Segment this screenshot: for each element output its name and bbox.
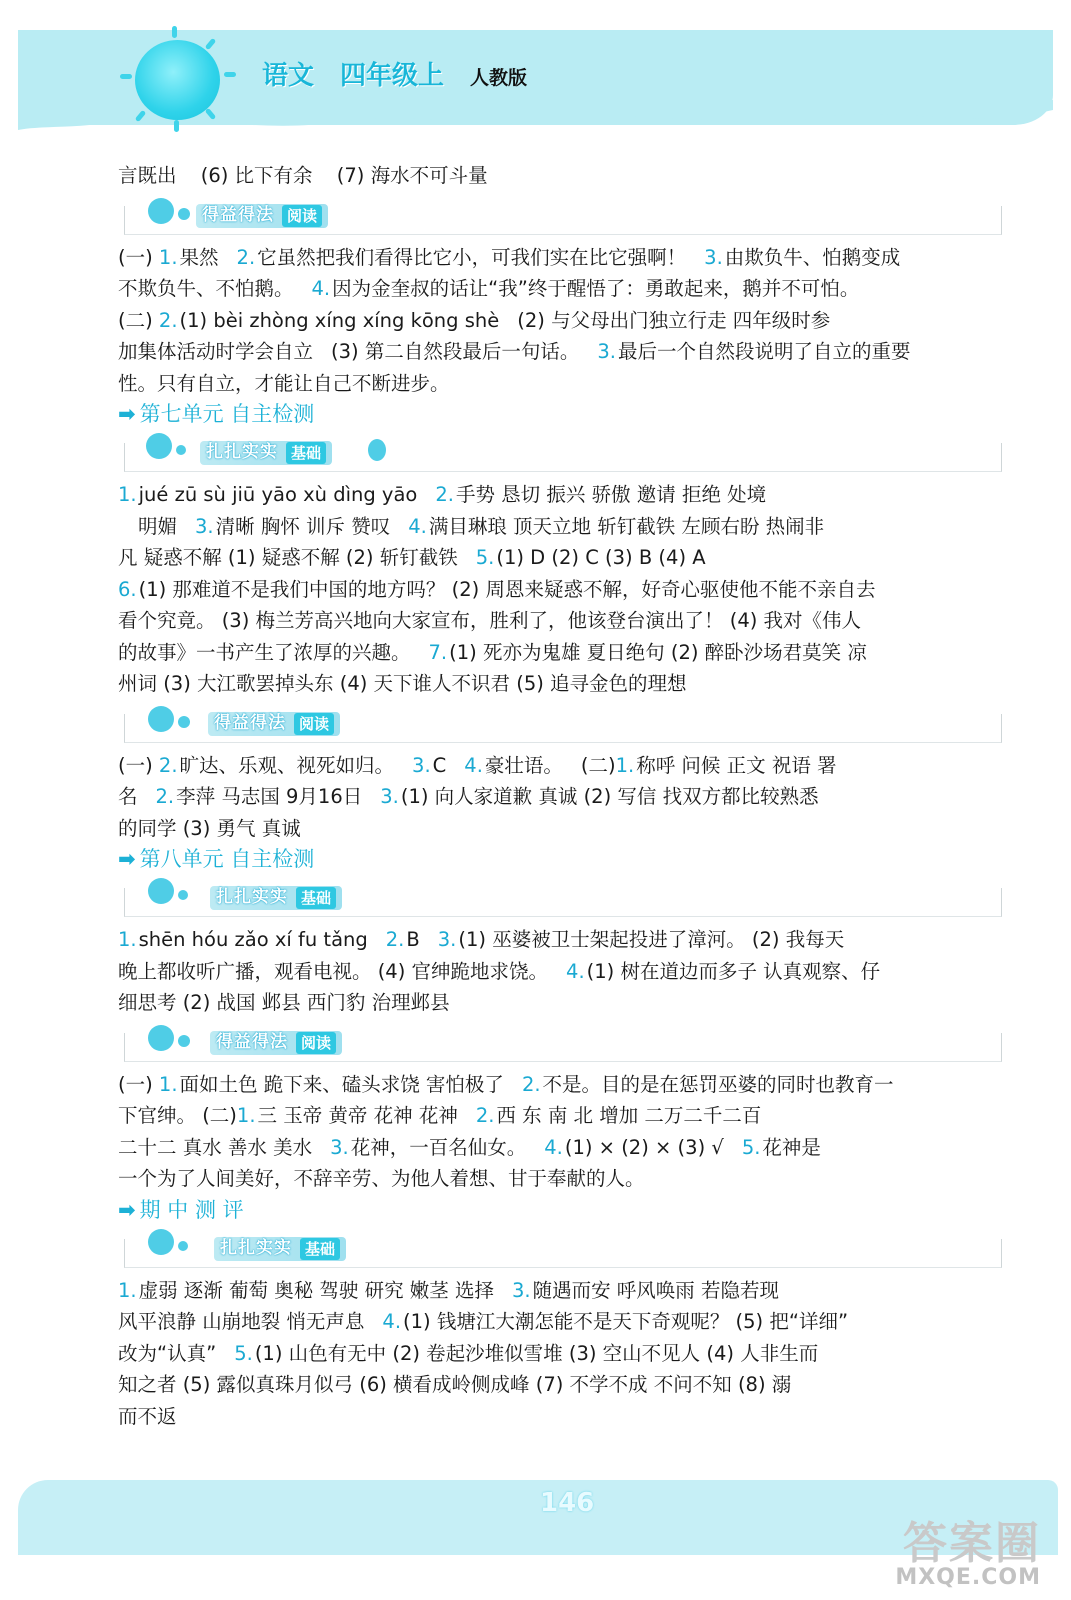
subject-label: 语文	[262, 61, 315, 91]
answer-text: 西 东 南 北 增加 二万二千二百	[496, 1104, 762, 1127]
answer-text: 改为“认真”	[118, 1341, 217, 1365]
watermark-logo	[851, 1507, 1041, 1592]
question-number: 3.	[380, 785, 399, 808]
badge-basic	[118, 876, 998, 920]
badge-tag: 基础	[300, 1238, 340, 1260]
answer-text: (1) bèi zhòng xíng xíng kōng shè	[179, 308, 500, 332]
answer-text: 手势 恳切 振兴 骄傲 邀请 拒绝 处境	[455, 483, 767, 506]
page-number: 146	[540, 1488, 595, 1518]
answer-text: (2) 与父母出门独立行走 四年级时参	[517, 308, 831, 332]
answer-text: C	[432, 753, 447, 777]
badge-basic	[118, 1227, 998, 1271]
question-number: 4.	[408, 514, 427, 538]
answer-text: 豪壮语。	[484, 753, 563, 777]
question-number: 1.	[118, 1278, 137, 1302]
answer-text: (1) 那难道不是我们中国的地方吗？ (2) 周恩来疑惑不解，好奇心驱使他不能不亲自去	[138, 577, 876, 601]
answer-text: 下官绅。 (二)	[118, 1104, 237, 1127]
answer-text: (1) 山色有无中 (2) 卷起沙堆似雪堆 (3) 空山不见人 (4) 人非生而	[254, 1341, 819, 1365]
badge-tag: 基础	[296, 887, 336, 909]
question-number: 2.	[236, 245, 256, 269]
answer-text: (1) D (2) C (3) B (4) A	[496, 546, 706, 569]
answer-text: (二)	[580, 753, 616, 777]
question-number: 1.	[615, 753, 635, 777]
answer-text: 的故事》一书产生了浓厚的兴趣。	[118, 640, 411, 664]
section-title: 第八单元 自主检测	[139, 847, 315, 871]
answer-text: 清晰 胸怀 训斥 赞叹	[215, 514, 391, 538]
question-number: 1.	[158, 1072, 178, 1096]
answer-text: (1) 死亦为鬼雄 夏日绝句 (2) 醉卧沙场君莫笑 凉	[449, 640, 867, 664]
question-number: 4.	[566, 959, 585, 983]
badge-title: 扎扎实实	[206, 442, 278, 463]
section-heading-unit8: ➡ 第八单元 自主检测	[118, 847, 315, 871]
answer-text: 不欺负牛、不怕鹅。	[118, 277, 294, 300]
badge-title: 扎扎实实	[220, 1237, 292, 1258]
answer-text: 李萍 马志国 9月16日	[176, 785, 363, 808]
answer-text: (一)	[118, 1072, 159, 1096]
answer-text: 旷达、乐观、视死如归。	[179, 753, 395, 777]
answer-line	[118, 305, 998, 337]
badge-title: 得益得法	[214, 712, 286, 733]
section-title: 第七单元 自主检测	[139, 402, 315, 426]
question-number: 2.	[475, 1104, 495, 1127]
answer-line	[118, 1338, 998, 1370]
sun-ray	[224, 72, 236, 77]
answer-line	[118, 637, 998, 669]
answer-text: 名	[118, 785, 138, 808]
answer-text: 而不返	[118, 1404, 177, 1428]
answer-text: 三 玉帝 黄帝 花神 花神	[257, 1104, 458, 1127]
answer-text: (1) 树在道边而多子 认真观察、仔	[586, 959, 881, 983]
question-number: 2.	[158, 308, 178, 332]
question-number: 1.	[118, 483, 137, 506]
question-number: 4.	[311, 277, 331, 300]
answer-line	[118, 511, 998, 543]
answer-text: 二十二 真水 善水 美水	[118, 1135, 313, 1159]
question-number: 5.	[741, 1135, 761, 1159]
question-number: 3.	[512, 1278, 531, 1302]
answer-line	[118, 1275, 998, 1307]
answer-text: (一)	[118, 245, 159, 269]
answer-text: jué zū sù jiū yāo xù dìng yāo	[138, 483, 418, 506]
question-number: 4.	[464, 753, 483, 777]
answer-line	[118, 336, 998, 368]
answer-text: (1) 钱塘江大潮怎能不是天下奇观呢？ (5) 把“详细”	[403, 1310, 849, 1333]
answer-text: 它虽然把我们看得比它小，可我们实在比它强啊！	[257, 245, 687, 269]
answer-text: 性。只有自立，才能让自己不断进步。	[118, 371, 450, 395]
answer-text: 州词 (3) 大江歌罢掉头东 (4) 天下谁人不识君 (5) 追寻金色的理想	[118, 672, 687, 695]
question-number: 2.	[385, 928, 405, 951]
answer-text: 晚上都收听广播，观看电视。 (4) 官绅跪地求饶。	[118, 959, 549, 983]
badge-tag: 阅读	[282, 205, 322, 227]
badge-tag: 基础	[286, 442, 326, 464]
answer-line	[118, 479, 998, 511]
section-heading-midterm: ➡ 期 中 测 评	[118, 1197, 244, 1222]
question-number: 2.	[435, 483, 454, 506]
answer-line	[118, 750, 998, 782]
answer-text: 满目琳琅 顶天立地 斩钉截铁 左顾右盼 热闹非	[428, 514, 825, 538]
badge-title: 得益得法	[202, 204, 274, 225]
question-number: 1.	[158, 245, 178, 269]
question-number: 3.	[597, 340, 616, 363]
question-number: 3.	[704, 245, 723, 269]
answer-line	[118, 924, 998, 956]
answer-line	[118, 668, 998, 700]
watermark-url: MXQE.COM	[895, 1565, 1041, 1590]
question-number: 3.	[437, 928, 457, 951]
sun-ray	[172, 26, 177, 38]
answer-line	[118, 273, 998, 305]
answer-text: 明媚	[138, 514, 178, 538]
answer-line	[118, 605, 998, 637]
answer-text: 果然	[179, 245, 219, 269]
answer-line	[118, 1401, 998, 1433]
answer-text: 加集体活动时学会自立	[118, 340, 314, 363]
question-number: 4.	[382, 1310, 402, 1333]
answer-text: 随遇而安 呼风唤雨 若隐若现	[532, 1278, 780, 1302]
badge-basic	[118, 431, 998, 475]
section-heading-unit7: ➡ 第七单元 自主检测	[118, 402, 315, 426]
answer-line	[118, 1132, 998, 1164]
section-title: 期 中 测 评	[139, 1197, 244, 1222]
answer-line	[118, 1369, 998, 1401]
question-number: 5.	[234, 1341, 253, 1365]
answer-text: 由欺负牛、怕鹅变成	[724, 245, 901, 269]
answer-line	[118, 1306, 998, 1338]
answer-text: 称呼 问候 正文 祝语 署	[636, 753, 837, 777]
question-number: 3.	[412, 753, 431, 777]
answer-text: 不是。目的是在惩罚巫婆的同时也教育一	[542, 1072, 894, 1096]
question-number: 7.	[428, 640, 448, 664]
answer-text: 风平浪静 山崩地裂 悄无声息	[118, 1310, 365, 1333]
badge-title: 得益得法	[216, 1031, 288, 1052]
question-number: 5.	[475, 546, 495, 569]
answer-line	[118, 813, 998, 845]
answer-text: 花神是	[762, 1135, 821, 1159]
answer-text: (1) 巫婆被卫士架起投进了漳河。 (2) 我每天	[458, 928, 845, 951]
answer-text: 知之者 (5) 露似真珠月似弓 (6) 横看成岭侧成峰 (7) 不学不成 不问不知 (8) 溺	[118, 1373, 792, 1396]
answer-line	[118, 242, 998, 274]
question-number: 3.	[195, 514, 214, 538]
sun-ray	[174, 120, 179, 132]
badge-tag: 阅读	[296, 1032, 336, 1054]
answer-line	[118, 781, 998, 813]
answer-text: (6) 比下有余	[200, 164, 313, 187]
answer-line	[118, 1100, 998, 1132]
question-number: 4.	[544, 1135, 563, 1159]
badge-tag: 阅读	[294, 713, 334, 735]
question-number: 6.	[118, 577, 137, 601]
answer-text: 细思考 (2) 战国 邺县 西门豹 治理邺县	[118, 991, 450, 1014]
badge-reading	[118, 194, 998, 238]
question-number: 2.	[521, 1072, 541, 1096]
grade-label: 四年级上	[340, 61, 445, 91]
edition-label: 人教版	[470, 67, 528, 89]
sun-ray	[120, 74, 132, 79]
answer-text: (3) 第二自然段最后一句话。	[331, 340, 580, 363]
answer-text: 面如土色 跪下来、磕头求饶 害怕极了	[179, 1072, 504, 1096]
answer-line	[118, 1069, 998, 1101]
answer-text: (7) 海水不可斗量	[336, 164, 488, 187]
answer-text: 言既出	[118, 164, 177, 187]
answer-text: B	[406, 928, 420, 951]
answer-line	[118, 368, 998, 400]
question-number: 2.	[155, 785, 175, 808]
answer-text: 因为金奎叔的话让“我”终于醒悟了：勇敢起来，鹅并不可怕。	[332, 277, 860, 300]
question-number: 1.	[236, 1104, 256, 1127]
answer-text: 最后一个自然段说明了自立的重要	[617, 340, 911, 363]
answer-line	[118, 987, 998, 1019]
question-number: 2.	[158, 753, 178, 777]
answer-text: 的同学 (3) 勇气 真诚	[118, 816, 301, 840]
answer-text: 凡 疑惑不解 (1) 疑惑不解 (2) 斩钉截铁	[118, 546, 458, 569]
question-number: 3.	[330, 1135, 349, 1159]
answer-line	[118, 1163, 998, 1195]
answer-line	[118, 956, 998, 988]
answer-content	[118, 160, 998, 1432]
answer-line	[118, 574, 998, 606]
badge-reading	[118, 1021, 998, 1065]
header-title	[262, 55, 527, 92]
answer-text: 虚弱 逐渐 葡萄 奥秘 驾驶 研究 嫩茎 选择	[138, 1278, 494, 1302]
answer-text: shēn hóu zǎo xí fu tǎng	[138, 928, 368, 951]
badge-title: 扎扎实实	[216, 887, 288, 908]
answer-text: (1) 向人家道歉 真诚 (2) 写信 找双方都比较熟悉	[400, 785, 819, 808]
answer-line	[118, 160, 998, 192]
question-number: 1.	[118, 928, 137, 951]
answer-text: (一)	[118, 753, 159, 777]
answer-text: (二)	[118, 308, 159, 332]
answer-text: 一个为了人间美好，不辞辛劳、为他人着想、甘于奉献的人。	[118, 1167, 645, 1190]
answer-line	[118, 542, 998, 574]
watermark-text: 答案圈	[903, 1518, 1041, 1569]
badge-reading	[118, 702, 998, 746]
answer-text: 花神，一百名仙女。	[350, 1135, 527, 1159]
answer-text: 看个究竟。 (3) 梅兰芳高兴地向大家宣布，胜利了，他该登台演出了！ (4) 我对《伟人	[118, 609, 862, 632]
answer-text: (1) × (2) × (3) √	[564, 1135, 724, 1159]
